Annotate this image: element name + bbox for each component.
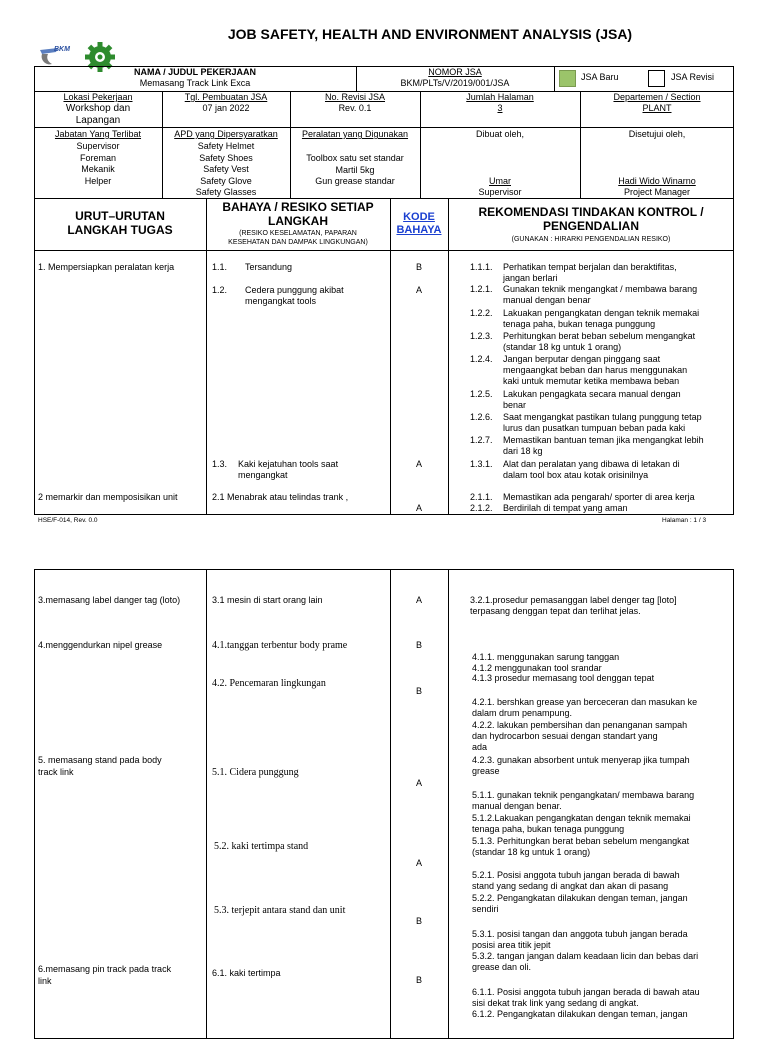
hazard-3-1: 3.1 mesin di start orang lain (212, 595, 323, 605)
hazard-code: B (415, 916, 422, 926)
step-1: 1. Mempersiapkan peralatan kerja (38, 262, 175, 272)
control-4-2-2: 4.2.2. lakukan pembersihan dan penanganan sampah dan hydrocarbon sesuai dengan standart yang ada (472, 720, 688, 752)
control-column-header: REKOMENDASI TINDAKAN KONTROL / PENGENDALIAN (478, 205, 704, 233)
hazard-code: B (415, 640, 422, 650)
hazard-4-2: 4.2. Pencemaran lingkungan (212, 678, 326, 689)
jsa-document-page: BKM JOB SAFETY, HEALTH AND ENVIRONMENT ANALYSIS (JSA) NAMA / JUDUL PEKERJAAN Memasang Track Link Exca NOMOR JSA BKM/PLTs/V/2019/001/JSA JSA Baru JSA Revisi Lokasi Pekerjaan Workshop dan Lapangan Tgl. Pembuatan JSA 07 jan 2022 No. Revisi JSA Rev. 0.1 Jumlah Halaman 3 Departemen / Section PLANT Jabatan Yang Terlibat Supervisor Foreman Mekanik Helper APD yang Dipersyaratkan Safety Helmet Safety Shoes Safety Vest Safety Glove Safety Glasses Peralatan yang Digunakan Toolbox satu set standar Martil 5kg Gun grease standar Dibuat oleh, Umar Supervisor Disetujui oleh, Hadi Wido Winarno Project Manager URUT–URUTAN LANGKAH TUGAS BAHAYA / RESIKO SETIAP LANGKAH (RESIKO KESELAMATAN, PAPARAN KESEHATAN DAN DAMPAK LINGKUNGAN) KODE BAHAYA REKOMENDASI TINDAKAN KONTROL / PENGENDALIAN (GUNAKAN : HIRARKI PENGENDALIAN RESIKO) 1. Mempersiapkan peralatan kerja 2 memarkir dan memposisikan unit 1.1. Tersandung 1.2. Cedera punggung akibat mengangkat tools 1.3. Kaki kejatuhan tools saat mengangkat 2.1 Menabrak atau telindas trank , B A A A 1.1.1. Perhatikan tempat berjalan dan beraktifitas, jangan berlari 1.2.1. Gunakan teknik mengangkat / membawa barang manual dengan benar 1.2.2. Lakuakan pengangkatan dengan teknik memakai tenaga paha, bukan tenaga punggung 1.2.3. Perhitungkan berat beban sebelum mengangkat (standar 18 kg untuk 1 orang) 1.2.4. Jangan berputar dengan pinggang saat mengaangkat beban dan harus menggunakan kaki untuk memutar ketika membawa beban 1.2.5. Lakukan pengagkata secara manual dengan benar 1.2.6. Saat mengangkat pastikan tulang punggung tetap lurus dan pusatkan tumpuan beban pada kaki 1.2.7. Memastikan bantuan teman jika mengangkat lebih dari 18 kg 1.3.1. Alat dan peralatan yang dibawa di letakan di dalam tool box atau kotak orisinilnya 2.1.1. Memastikan ada pengarah/ sporter di area kerja 2.1.2. Berdirilah di tempat yang aman HSE/F-014, Rev. 0.0 Halaman : 1 / 3 3.memasang label danger tag (loto) 4.menggendurkan nipel grease 5. memasang stand pada body track link 6.memasang pin track pada track link 3.1 mesin di start orang lain 4.1.tanggan terbentur body prame 4.2. Pencemaran lingkungan 5.1. Cidera punggung 5.2. kaki tertimpa stand 5.3. terjepit antara stand dan unit 6.1. kaki tertimpa A B B A A B B 3.2.1.prosedur pemasanggan label denger tag [loto] terpasang denggan tepat dan terlihat jelas. 4.1.1. menggunakan sarung tanggan 4.1.2 menggunakan tool srandar 4.1.3 prosedur memasang tool denggan tepat 4.2.1. bershkan grease yan berceceran dan masukan ke dalam drum penampung. 4.2.2. lakukan pembersihan dan penanganan sampah dan hydrocarbon sesuai dengan standart yang ada 4.2.3. gunakan absorbent untuk menyerap jika tumpah grease 5.1.1. gunakan teknik pengangkatan/ membawa barang manual dengan benar. 5.1.2.Lakuakan pengangkatan dengan teknik memakai tenaga paha, bukan tenaga punggung 5.1.3. Perhitungkan berat beban sebelum mengangkat (standar 18 kg untuk 1 orang) 5.2.1. Posisi anggota tubuh jangan berada di bawah stand yang sedang di angkat dan akan di pasang 5.2.2. Pengangkatan dilakukan dengan teman, jangan sendiri 5.3.1. posisi tangan dan anggota tubuh jangan berada posisi area titik jepit 5.3.2. tangan jangan dalam keadaan licin dan bebas dari grease dan oli. 6.1.1. Posisi anggota tubuh jangan berada di bawah atau sisi dekat trak link yang sedang di angkat. 6.1.2. Pengangkatan dilakukan dengan teman, jangan (0, 0, 768, 1024)
location-value: Workshop dan Lapangan (65, 103, 131, 126)
location-label: Lokasi Pekerjaan (63, 92, 133, 102)
control-5-2-2: 5.2.2. Pengangkatan dilakukan dengan teman, jangan sendiri (472, 893, 688, 914)
hazard-code: A (415, 595, 422, 605)
approved-by-name: Hadi Wido Winarno (618, 176, 696, 186)
step-3: 3.memasang label danger tag (loto) (38, 595, 181, 605)
hazard-code: A (415, 459, 422, 469)
department-value: PLANT (642, 103, 672, 113)
control-5-3-2: 5.3.2. tangan jangan dalam keadaan licin dan bebas dari grease dan oli. (472, 951, 699, 972)
jsa-revision-checkbox[interactable] (648, 70, 665, 87)
step-2: 2 memarkir dan memposisikan unit (38, 492, 178, 502)
made-by-name: Umar (489, 176, 511, 186)
hazard-4-1: 4.1.tanggan terbentur body prame (212, 640, 348, 651)
positions-label: Jabatan Yang Terlibat (54, 129, 142, 139)
made-by-role: Supervisor (478, 187, 522, 197)
hazard-column-subheader: (RESIKO KESELAMATAN, PAPARAN KESEHATAN DAN DAMPAK LINGKUNGAN) (228, 230, 368, 246)
hazard-2-1: 2.1 Menabrak atau telindas trank , (212, 492, 349, 502)
logo-text: BKM (54, 46, 70, 53)
control-4-2-3: 4.2.3. gunakan absorbent untuk menyerap jika tumpah grease (472, 755, 690, 776)
positions-list: Supervisor Foreman Mekanik Helper (76, 141, 120, 186)
page-count-value: 3 (497, 103, 503, 113)
hazard-column-header: BAHAYA / RESIKO SETIAP LANGKAH (222, 200, 374, 228)
control-3-2-1: 3.2.1.prosedur pemasanggan label denger tag [loto] terpasang denggan tepat dan terlihat jelas. (470, 595, 677, 616)
hazard-5-1: 5.1. Cidera punggung (212, 767, 299, 778)
step-5: 5. memasang stand pada body track link (38, 755, 162, 777)
document-title: JOB SAFETY, HEALTH AND ENVIRONMENT ANALYSIS (JSA) (227, 26, 633, 42)
hazard-code: A (415, 858, 422, 868)
date-label: Tgl. Pembuatan JSA (184, 92, 268, 102)
ppe-label: APD yang Dipersyaratkan (174, 129, 278, 139)
control-column-subheader: (GUNAKAN : HIRARKI PENGENDALIAN RESIKO) (511, 236, 671, 243)
control-5-3-1: 5.3.1. posisi tangan dan anggota tubuh jangan berada posisi area titik jepit (472, 929, 688, 950)
hazard-code: B (415, 975, 422, 985)
ppe-list: Safety Helmet Safety Shoes Safety Vest Safety Glove Safety Glasses (195, 141, 257, 197)
hazard-5-3: 5.3. terjepit antara stand dan unit (214, 905, 346, 916)
tools-list: Toolbox satu set standar Martil 5kg Gun grease standar (306, 153, 404, 186)
jsa-new-label: JSA Baru (581, 72, 619, 82)
control-5-2-1: 5.2.1. Posisi anggota tubuh jangan berada di bawah stand yang sedang di angkat dan akan di pasang (472, 870, 680, 891)
control-5-1-3: 5.1.3. Perhitungkan berat beban sebelum mengangkat (standar 18 kg untuk 1 orang) (472, 836, 690, 857)
jsa-new-checkbox[interactable] (559, 70, 576, 87)
control-5-1-1: 5.1.1. gunakan teknik pengangkatan/ membawa barang manual dengan benar. (472, 790, 695, 811)
steps-column-header: URUT–URUTAN LANGKAH TUGAS (67, 209, 173, 237)
control-5-1-2: 5.1.2.Lakuakan pengangkatan dengan teknik memakai tenaga paha, bukan tenaga punggung (472, 813, 691, 834)
hazard-code: A (415, 778, 422, 788)
jsa-number-label: NOMOR JSA (428, 67, 482, 77)
hazard-code-column-header[interactable]: KODE BAHAYA (396, 211, 442, 236)
approved-by-role: Project Manager (623, 187, 691, 197)
tools-label: Peralatan yang Digunakan (301, 129, 409, 139)
date-value: 07 jan 2022 (202, 103, 250, 113)
hazard-code: A (415, 285, 422, 295)
job-name-label: NAMA / JUDUL PEKERJAAN (133, 67, 256, 77)
hazard-6-1: 6.1. kaki tertimpa (212, 968, 281, 978)
page-count-label: Jumlah Halaman (466, 92, 534, 102)
form-code: HSE/F-014, Rev. 0.0 (38, 517, 98, 524)
department-label: Departemen / Section (613, 92, 701, 102)
control-6-1-1: 6.1.1. Posisi anggota tubuh jangan berada di bawah atau sisi dekat trak link yang sedang di angkat. (472, 987, 700, 1008)
job-name-value: Memasang Track Link Exca (139, 78, 251, 88)
jsa-number-value: BKM/PLTs/V/2019/001/JSA (400, 78, 510, 88)
made-by-label: Dibuat oleh, (475, 129, 525, 139)
revision-value: Rev. 0.1 (338, 103, 372, 113)
control-6-1-2: 6.1.2. Pengangkatan dilakukan dengan teman, jangan (472, 1009, 688, 1019)
hazard-code: B (415, 686, 422, 696)
hazard-code: B (415, 262, 422, 272)
hazard-code: A (415, 503, 422, 513)
revision-label: No. Revisi JSA (324, 92, 386, 102)
step-4: 4.menggendurkan nipel grease (38, 640, 163, 650)
step-6: 6.memasang pin track pada track link (38, 964, 172, 986)
approved-by-label: Disetujui oleh, (628, 129, 686, 139)
control-4-1: 4.1.1. menggunakan sarung tanggan 4.1.2 menggunakan tool srandar 4.1.3 prosedur memasang tool denggan tepat (472, 652, 655, 683)
control-4-2-1: 4.2.1. bershkan grease yan berceceran dan masukan ke dalam drum penampung. (472, 697, 698, 718)
jsa-revision-label: JSA Revisi (671, 72, 715, 82)
page-number: Halaman : 1 / 3 (662, 517, 707, 524)
hazard-5-2: 5.2. kaki tertimpa stand (214, 841, 309, 852)
